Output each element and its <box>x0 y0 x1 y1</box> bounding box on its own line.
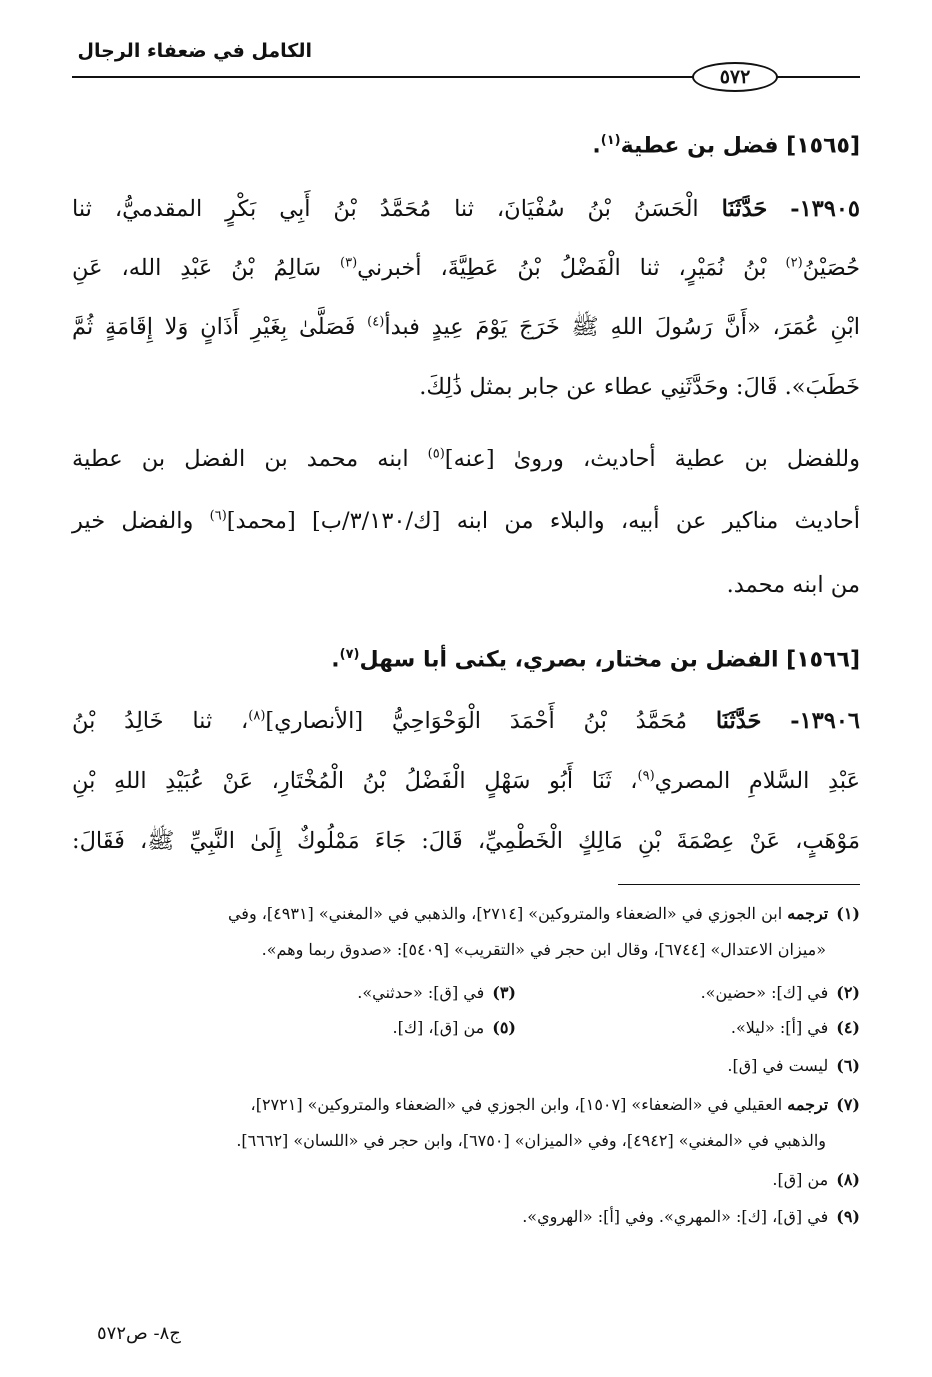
footnote-lead: ترجمه <box>787 904 829 923</box>
footnote-ref: (٦) <box>209 508 227 524</box>
commentary-line <box>72 508 860 534</box>
heading-period: . <box>331 647 340 673</box>
hadith-line <box>72 708 860 734</box>
entry-heading <box>331 647 860 672</box>
footnote <box>701 983 860 1002</box>
hadith-text: فَصَلَّىٰ بِغَيْرِ أَذَانٍ وَلا إِقَامَةٍ ثُمَّ <box>72 314 356 340</box>
footnote-number: (١) <box>836 904 860 923</box>
commentary-text: أحاديث مناكير عن أبيه، والبلاء من ابنه [ك/٣/١٣٠/ب] [محمد] <box>226 508 861 534</box>
footnote-text: والذهبي في «المغني» [٤٩٤٢]، وفي «الميزان» [٦٧٥٠]، وابن حجر في «اللسان» [٦٦٦٢]. <box>236 1131 826 1150</box>
footnote <box>357 983 516 1002</box>
hadith-text: مُحَمَّدُ بْنُ أَحْمَدَ الْوَحْوَاحِيُّ [الأنصاري] <box>265 708 688 734</box>
footnote-separator <box>618 884 860 885</box>
footnote-text: ابن الجوزي في «الضعفاء والمتروكين» [٢٧١٤]، والذهبي في «المغني» [٤٩٣١]، وفي <box>227 904 783 923</box>
footnote-number: (٧) <box>836 1095 860 1114</box>
commentary-line <box>72 572 860 598</box>
hadith-text: خَطَبَ». قَالَ: وحَدَّثَنِي عطاء عن جابر بمثل ذَٰلِكَ. <box>419 374 860 400</box>
hadith-number: ١٣٩٠٦- <box>790 708 860 734</box>
hadith-text: سَالِمُ بْنُ عَبْدِ الله، عَنِ <box>72 255 322 281</box>
hadith-text: بْنُ نُمَيْرٍ، ثنا الْفَضْلُ بْنُ عَطِيَّةَ، أخبرني <box>357 255 767 281</box>
hadith-line <box>72 828 860 860</box>
hadith-text: ابْنِ عُمَرَ، «أَنَّ رَسُولَ اللهِ ﷺ خَرَجَ يَوْمَ عِيدٍ فبدأ <box>384 314 860 340</box>
footnote-text: ليست في [ق]. <box>727 1056 829 1075</box>
footnote-ref: (١) <box>600 133 621 148</box>
entry-heading <box>592 133 860 158</box>
footnote <box>772 1170 860 1189</box>
hadith-line <box>72 768 860 794</box>
hadith-lead: حَدَّثَنَا <box>721 196 768 222</box>
footnote-ref: (٥) <box>427 446 445 462</box>
footnote-text: في [ق]، [ك]: «المهري». وفي [أ]: «الهروي». <box>522 1207 829 1226</box>
footnote-number: (٤) <box>836 1018 860 1037</box>
commentary-text: من ابنه محمد. <box>726 572 860 598</box>
footnote <box>522 1207 860 1226</box>
footnote-ref: (٧) <box>339 647 360 662</box>
footnote <box>393 1018 517 1037</box>
footnote-text: من [ق]. <box>772 1170 829 1189</box>
footnote <box>228 904 860 923</box>
footnote-number: (٣) <box>492 983 516 1002</box>
commentary-text: وللفضل بن عطية أحاديث، وروىٰ [عنه] <box>444 446 860 472</box>
footnote-lead: ترجمه <box>787 1095 829 1114</box>
footnote-continuation <box>236 1131 826 1150</box>
footnote-text: في [ق]: «حدثني». <box>357 983 485 1002</box>
footnote-ref: (٨) <box>248 708 266 724</box>
footnote-number: (٥) <box>492 1018 516 1037</box>
footnote-continuation <box>262 940 826 959</box>
footnote-text: من [ق]، [ك]. <box>392 1018 485 1037</box>
footnote <box>727 1056 860 1075</box>
running-header-title: الكامل في ضعفاء الرجال <box>77 40 312 62</box>
hadith-text: ، ثنا خَالِدُ بْنُ <box>72 708 249 734</box>
hadith-line <box>72 255 860 281</box>
footnote-text: العقيلي في «الضعفاء» [١٥٠٧]، وابن الجوزي في «الضعفاء والمتروكين» [٢٧٢١]، <box>250 1095 783 1114</box>
hadith-text: الْحَسَنُ بْنُ سُفْيَانَ، ثنا مُحَمَّدُ بْنُ أَبِي بَكْرٍ المقدميُّ، ثنا <box>72 196 699 222</box>
commentary-text: ابنه محمد بن الفضل بن عطية <box>72 446 409 472</box>
commentary-line <box>72 446 860 472</box>
footnote-number: (٢) <box>836 983 860 1002</box>
hadith-line <box>72 314 860 346</box>
footnote <box>251 1095 860 1114</box>
heading-period: . <box>592 133 601 159</box>
hadith-number: ١٣٩٠٥- <box>790 196 861 222</box>
hadith-line <box>72 196 860 222</box>
footnote-ref: (٣) <box>340 255 358 271</box>
footnote-ref: (٤) <box>367 314 385 330</box>
footnote-number: (٩) <box>836 1207 860 1226</box>
entry-heading-text: [١٥٦٥] فضل بن عطية <box>620 133 860 159</box>
entry-heading-text: [١٥٦٦] الفضل بن مختار، بصري، يكنى أبا سهل <box>359 647 860 673</box>
hadith-lead: حَدَّثَنَا <box>715 708 762 734</box>
footnote-number: (٦) <box>836 1056 860 1075</box>
footnote-ref: (٩) <box>637 768 655 784</box>
footnote-text: «ميزان الاعتدال» [٦٧٤٤]، وقال ابن حجر في «التقريب» [٥٤٠٩]: «صدوق ربما وهم». <box>261 940 826 959</box>
footnote-ref: (٢) <box>785 255 803 271</box>
hadith-text: ، ثَنَا أَبُو سَهْلٍ الْفَضْلُ بْنُ الْمُخْتَارِ، عَنْ عُبَيْدِ اللهِ بْنِ <box>72 768 638 794</box>
hadith-text: عَبْدِ السَّلامِ المصري <box>654 768 860 794</box>
footnote-text: في [أ]: «ليلا». <box>730 1018 829 1037</box>
footnote <box>731 1018 860 1037</box>
page-number-badge: ٥٧٢ <box>692 62 778 92</box>
footnote-number: (٨) <box>836 1170 860 1189</box>
commentary-text: والفضل خير <box>72 508 194 534</box>
hadith-line <box>72 374 860 400</box>
volume-page-reference: ج٨- ص٥٧٢ <box>97 1323 181 1344</box>
hadith-text: حُصَيْنُ <box>802 255 860 281</box>
footnote-text: في [ك]: «حضين». <box>700 983 829 1002</box>
hadith-text: مَوْهَبٍ، عَنْ عِصْمَةَ بْنِ مَالِكٍ الْخَطْمِيِّ، قَالَ: جَاءَ مَمْلُوكٌ إِلَىٰ النَّبِيِّ ﷺ، فَقَالَ: <box>72 828 860 854</box>
